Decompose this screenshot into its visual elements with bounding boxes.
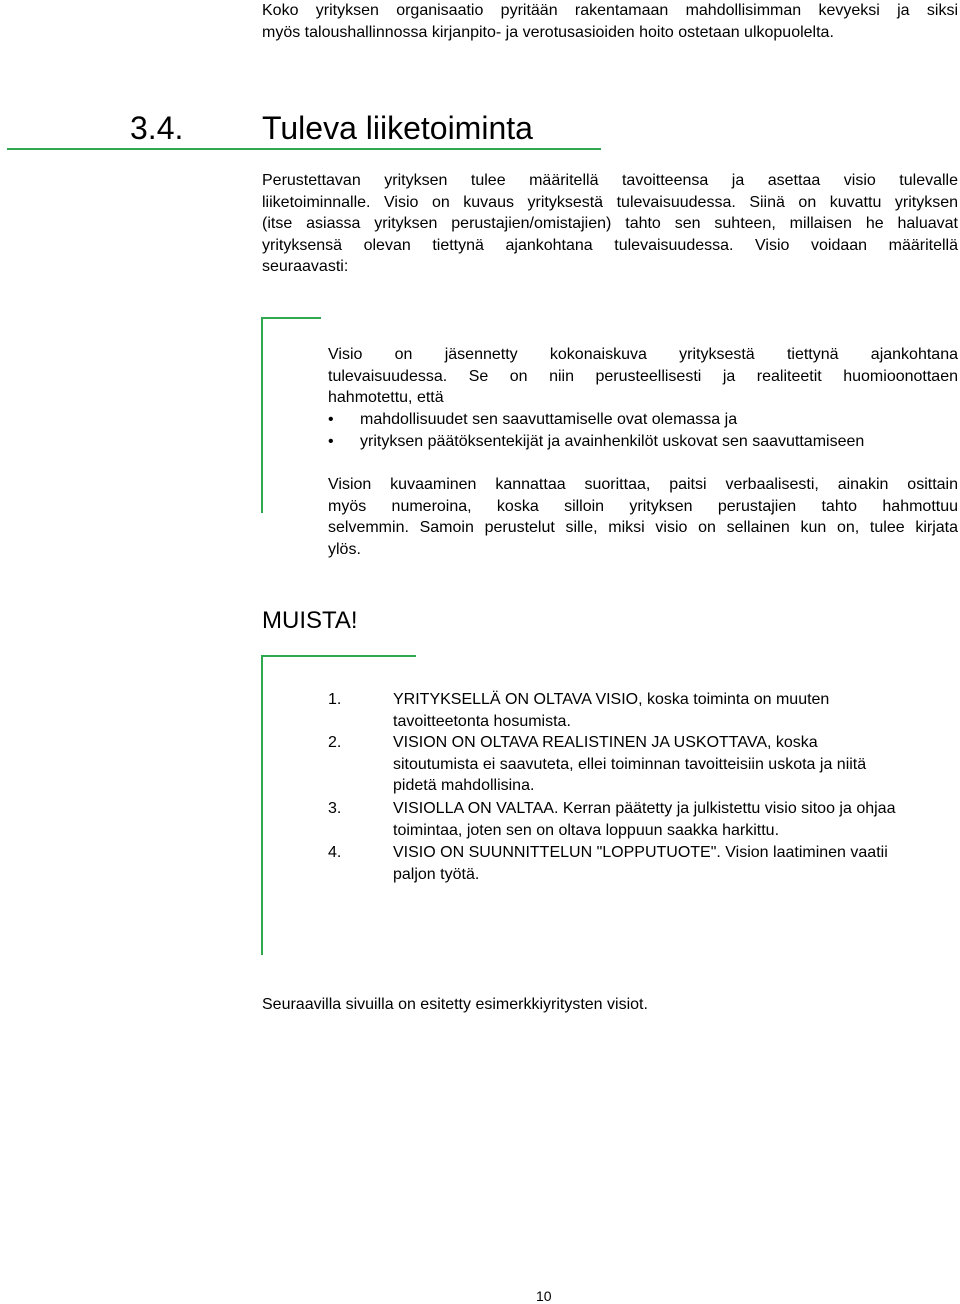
heading-divider bbox=[7, 148, 601, 150]
bullet-icon: • bbox=[328, 433, 334, 450]
bullet-text: mahdollisuudet sen saavuttamiselle ovat olemassa ja bbox=[360, 411, 738, 428]
bullet-icon: • bbox=[328, 411, 334, 428]
item-line: tavoitteetonta hosumista. bbox=[393, 712, 571, 730]
definition-bracket-top bbox=[261, 317, 321, 319]
section-number: 3.4. bbox=[130, 110, 184, 146]
footer-text: Seuraavilla sivuilla on esitetty esimerkkiyritysten visiot. bbox=[262, 996, 648, 1013]
intro-line: myös taloushallinnossa kirjanpito- ja verotusasioiden hoito ostetaan ulkopuolelta. bbox=[262, 23, 834, 41]
item-line: VISIO ON SUUNNITTELUN "LOPPUTUOTE". Vision laatiminen vaatii bbox=[393, 844, 888, 861]
item-number: 3. bbox=[328, 800, 342, 817]
bullet-text: yrityksen päätöksentekijät ja avainhenkilöt uskovat sen saavuttamiseen bbox=[360, 433, 865, 450]
definition-line: ylös. bbox=[328, 540, 361, 558]
definition-line: myös numeroina, koska silloin yrityksen perustajien tahto hahmottuu bbox=[328, 497, 958, 515]
muista-bracket-left bbox=[261, 655, 263, 955]
muista-heading: MUISTA! bbox=[262, 607, 358, 634]
definition-block bbox=[328, 344, 958, 409]
definition-line: Visio on jäsennetty kokonaiskuva yrityksestä tiettynä ajankohtana bbox=[328, 346, 958, 363]
item-line: YRITYKSELLÄ ON OLTAVA VISIO, koska toiminta on muuten bbox=[393, 691, 830, 708]
definition-bracket-left bbox=[261, 317, 263, 513]
item-number: 4. bbox=[328, 844, 342, 861]
item-line: VISION ON OLTAVA REALISTINEN JA USKOTTAVA, koska bbox=[393, 734, 818, 751]
body-line: liiketoiminnalle. Visio on kuvaus yrityksestä tulevaisuudessa. Siinä on kuvattu yrityksen bbox=[262, 193, 958, 211]
body-line: (itse asiassa yrityksen perustajien/omistajien) tahto sen suhteen, millaisen he haluavat bbox=[262, 215, 958, 232]
item-line: toimintaa, joten sen on oltava loppuun saakka harkittu. bbox=[393, 821, 780, 839]
muista-bracket-top bbox=[261, 655, 416, 657]
item-line: sitoutumista ei saavuteta, ellei toiminnan tavoitteisiin uskota ja niitä bbox=[393, 755, 867, 773]
section-title: Tuleva liiketoiminta bbox=[262, 110, 533, 146]
definition-line: selvemmin. Samoin perustelut sille, miksi visio on sellainen kun on, tulee kirjata bbox=[328, 519, 958, 536]
item-text bbox=[393, 798, 958, 841]
definition-line: tulevaisuudessa. Se on niin perusteellisesti ja realiteetit huomioonottaen bbox=[328, 367, 958, 385]
page-number: 10 bbox=[536, 1288, 552, 1304]
body-paragraph bbox=[262, 170, 958, 278]
body-line: seuraavasti: bbox=[262, 258, 349, 275]
item-text bbox=[393, 732, 958, 797]
item-line: VISIOLLA ON VALTAA. Kerran päätetty ja julkistettu visio sitoo ja ohjaa bbox=[393, 800, 896, 817]
item-text bbox=[393, 842, 958, 885]
item-text bbox=[393, 689, 958, 732]
item-number: 1. bbox=[328, 691, 342, 708]
item-number: 2. bbox=[328, 734, 342, 751]
item-line: pidetä mahdollisina. bbox=[393, 777, 535, 794]
definition-block-2 bbox=[328, 474, 958, 560]
intro-line: Koko yrityksen organisaatio pyritään rakentamaan mahdollisimman kevyeksi ja siksi bbox=[262, 2, 958, 19]
body-line: yrityksensä olevan tiettynä ajankohtana tulevaisuudessa. Visio voidaan määritellä bbox=[262, 236, 958, 254]
intro-paragraph bbox=[262, 0, 958, 43]
item-line: paljon työtä. bbox=[393, 865, 480, 883]
definition-line: hahmotettu, että bbox=[328, 389, 444, 406]
body-line: Perustettavan yrityksen tulee määritellä tavoitteensa ja asettaa visio tulevalle bbox=[262, 172, 958, 189]
definition-line: Vision kuvaaminen kannattaa suorittaa, paitsi verbaalisesti, ainakin osittain bbox=[328, 476, 958, 493]
